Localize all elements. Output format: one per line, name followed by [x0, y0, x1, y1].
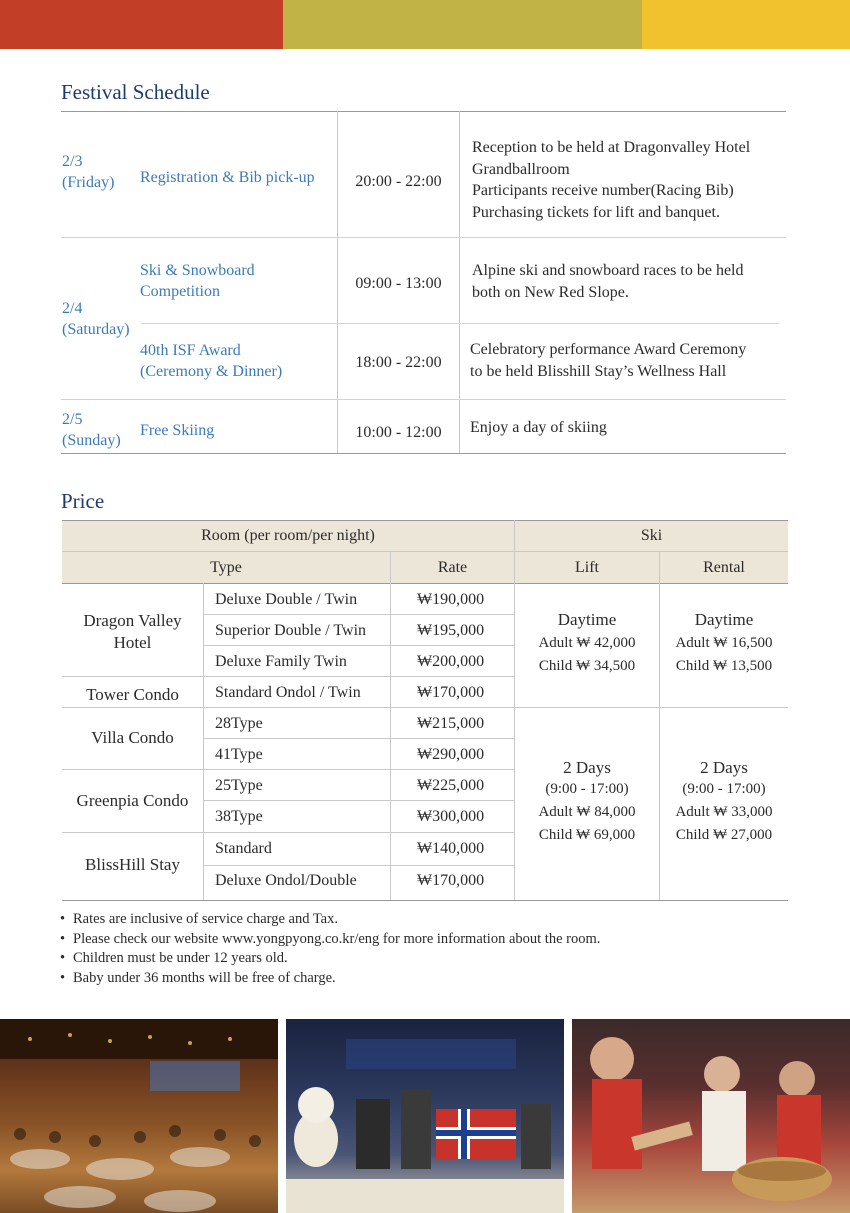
rental-daytime: Daytime Adult ₩ 16,500 Child ₩ 13,500 [675, 610, 773, 674]
ski-header: Ski [515, 520, 788, 551]
color-band-yellow [642, 0, 850, 49]
lift-daytime: Daytime Adult ₩ 42,000 Child ₩ 34,500 [538, 610, 636, 674]
schedule-time: 20:00 - 22:00 [355, 173, 442, 190]
room-type: 25Type [215, 777, 263, 794]
schedule-description: Alpine ski and snowboard races to be held both on New Red Slope. [472, 262, 744, 301]
room-type: Standard [215, 840, 272, 857]
schedule-time: 09:00 - 13:00 [355, 275, 442, 292]
schedule-time: 18:00 - 22:00 [355, 354, 442, 371]
room-rate: ₩170,000 [417, 684, 485, 701]
room-rate: ₩195,000 [417, 622, 485, 639]
lift-2days: 2 Days (9:00 - 17:00) Adult ₩ 84,000 Child ₩ 69,000 [538, 758, 636, 843]
note-item: • Baby under 36 months will be free of charge. [60, 969, 600, 989]
schedule-event: Ski & Snowboard Competition [140, 262, 255, 300]
room-type: Deluxe Ondol/Double [215, 872, 357, 889]
hotel-group: Villa Condo [91, 728, 174, 747]
room-type: Deluxe Double / Twin [215, 591, 358, 608]
room-rate: ₩300,000 [417, 808, 485, 825]
rental-header: Rental [660, 552, 788, 583]
banquet-hall-photo [0, 1019, 278, 1213]
room-type: Deluxe Family Twin [215, 653, 347, 670]
schedule-date: 2/3 (Friday) [62, 153, 115, 191]
schedule-date: 2/4 (Saturday) [62, 300, 130, 338]
room-rate: ₩290,000 [417, 746, 485, 763]
hotel-group: Tower Condo [86, 685, 179, 704]
rental-2days: 2 Days (9:00 - 17:00) Adult ₩ 33,000 Child ₩ 27,000 [675, 758, 773, 843]
price-notes [60, 910, 600, 988]
room-header: Room (per room/per night) [62, 520, 514, 551]
schedule-description: Celebratory performance Award Ceremony to be held Blisshill Stay’s Wellness Hall [470, 341, 747, 380]
lift-header: Lift [515, 552, 659, 583]
price-table [62, 520, 788, 901]
color-band-olive [283, 0, 642, 49]
color-band-red [0, 0, 283, 49]
room-type: Superior Double / Twin [215, 622, 367, 639]
hotel-group: BlissHill Stay [85, 855, 180, 874]
room-rate: ₩225,000 [417, 777, 485, 794]
schedule-description: Reception to be held at Dragonvalley Hotel Grandballroom Participants receive number(Racing Bib) Purchasing tickets for lift and banquet. [472, 139, 751, 221]
room-rate: ₩190,000 [417, 591, 485, 608]
room-type: 38Type [215, 808, 263, 825]
hotel-group: Greenpia Condo [76, 791, 189, 810]
schedule-event: Registration & Bib pick-up [140, 169, 315, 186]
room-rate: ₩140,000 [417, 840, 485, 857]
hotel-group: Dragon Valley Hotel [83, 611, 182, 652]
note-item: • Please check our website www.yongpyong.co.kr/eng for more information about the room. [60, 930, 600, 950]
room-rate: ₩200,000 [417, 653, 485, 670]
room-type: Standard Ondol / Twin [215, 684, 361, 701]
room-rate: ₩170,000 [417, 872, 485, 889]
room-type: 41Type [215, 746, 263, 763]
schedule-time: 10:00 - 12:00 [355, 424, 442, 441]
award-podium-photo [286, 1019, 564, 1213]
note-item: • Children must be under 12 years old. [60, 949, 600, 969]
schedule-table [61, 111, 786, 454]
schedule-title: Festival Schedule [61, 80, 210, 104]
note-item: • Rates are inclusive of service charge and Tax. [60, 910, 600, 930]
sake-ceremony-photo [572, 1019, 850, 1213]
price-title: Price [61, 489, 105, 513]
schedule-event: Free Skiing [140, 422, 215, 439]
schedule-date: 2/5 (Sunday) [62, 411, 121, 449]
schedule-event: 40th ISF Award (Ceremony & Dinner) [140, 342, 283, 380]
room-rate: ₩215,000 [417, 715, 485, 732]
schedule-description: Enjoy a day of skiing [470, 419, 607, 436]
room-type: 28Type [215, 715, 263, 732]
type-header: Type [62, 552, 390, 583]
rate-header: Rate [391, 552, 514, 583]
